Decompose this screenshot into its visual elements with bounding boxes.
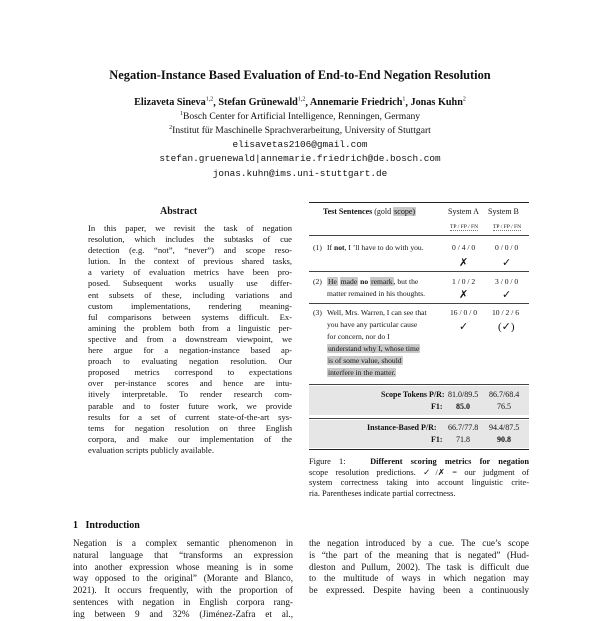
table-top-rule (309, 202, 529, 203)
example-3-line: for concern, nor do I (327, 332, 390, 341)
cue-not: not (333, 243, 345, 252)
scope-tokens-a-f1: 85.0 (456, 402, 470, 411)
instance-based-a-pr: 66.7/77.8 (448, 423, 479, 432)
instance-based-f1-label: F1: (431, 435, 443, 444)
intro-line: into another expression whose meaning is in some (73, 561, 293, 572)
abstract-line: In this paper, we revisit the task of negation (88, 223, 292, 233)
example-3-line: interfere in the matter. (328, 368, 396, 377)
abstract-line: proach to evaluating negation resolution. Our (88, 356, 292, 367)
example-3-line: you have any particular cause (327, 320, 418, 329)
body-line: be expressed. Despite having been a continuously (309, 585, 529, 596)
abstract-line: ful comparisons between systems difficult. Ex- (88, 311, 292, 322)
example-3-line: is of some value, should (328, 356, 402, 365)
caption-line: system correctness taking into account linguistic crite- (309, 478, 529, 488)
example-3-line: Well, Mrs. Warren, I can see that (327, 308, 427, 317)
table-rule (309, 303, 529, 304)
table-rule (309, 418, 529, 419)
table-rule (309, 235, 529, 236)
abstract-line: detection (e.g. “not”, “never”) and scope reso- (88, 245, 292, 256)
table-rule (309, 384, 529, 385)
abstract-line: posed. Subsequent works usually use differ- (88, 278, 292, 289)
affiliation-1: $^1$Bosch Center for Artificial Intelligence, Renningen, Germany (179, 111, 421, 123)
email-2[interactable]: stefan.gruenewald|annemarie.friedrich@de.bosch.com (159, 153, 441, 164)
scope-tokens-a-pr: 81.0/89.5 (448, 390, 479, 399)
header-system-b: System B (488, 207, 519, 216)
author-4: Jonas Kuhn$^2$ (410, 97, 466, 109)
body-line: dleston and Pullum, 2002). The task is difficult due (309, 561, 529, 572)
section-heading-introduction: 1 Introduction (73, 520, 140, 531)
example-3-line: understand why I, whose time (328, 344, 420, 353)
cross-mark-icon: ✗ (459, 257, 469, 269)
example-1-score-b: 0 / 0 / 0 (495, 243, 519, 252)
abstract-line: resolution, which includes the subtasks of cue (88, 234, 292, 245)
affiliation-2: $^2$Institut für Maschinelle Sprachverarbeitung, University of Stuttgart (169, 125, 431, 137)
instance-based-label: Instance-Based P/R: (367, 423, 437, 432)
abstract-line: lution. In the context of previous shared tasks, (88, 256, 292, 267)
email-3[interactable]: jonas.kuhn@ims.uni-stuttgart.de (212, 168, 388, 179)
metric-header-a: TP / FP / FN (450, 224, 479, 230)
example-2-number: (2) (313, 277, 322, 286)
check-mark-icon: ✓ (459, 321, 469, 333)
scope-tokens-b-f1: 76.5 (497, 402, 511, 411)
cue-no: no (360, 277, 369, 286)
check-mark-icon: ✓ (502, 289, 512, 301)
abstract-line: tems for negation resolution on three English (88, 422, 292, 433)
author-1: Elizaveta Sineva$^{1,2}$ (134, 97, 214, 109)
example-3-score-a: 16 / 0 / 0 (450, 308, 478, 317)
instance-based-b-pr: 94.4/87.5 (489, 423, 520, 432)
caption-line: Figure 1: Different scoring metrics for negation (309, 457, 529, 466)
caption-line: ria. Parentheses indicate partial correctness. (309, 488, 456, 498)
abstract-line: corpora, and make our implementation of the (88, 433, 292, 444)
abstract-line: spective and from a downstream viewpoint, we (88, 333, 292, 344)
figure-1-table (309, 200, 529, 450)
abstract-line: itively interpretable. To render research com- (88, 389, 292, 400)
abstract-heading: Abstract (160, 206, 198, 217)
partial-check-mark-icon: (✓) (498, 321, 515, 333)
example-3-number: (3) (313, 308, 322, 317)
intro-line: sentences with negation in English corpora rang- (73, 596, 293, 607)
example-1-score-a: 0 / 4 / 0 (452, 243, 476, 252)
check-mark-icon: ✓ (502, 257, 512, 269)
figure-1-caption (309, 457, 529, 499)
intro-line: way opposed to the original” (Morante and Blanco, (73, 573, 293, 584)
author-list: Elizaveta Sineva$^{1,2}$, Stefan Grünewald$^{1,2}$, Annemarie Friedrich$^1$, Jonas Kuhn$^2$ (134, 97, 466, 109)
header-system-a: System A (448, 207, 479, 216)
abstract-body (88, 223, 292, 456)
scope-tokens-b-pr: 86.7/68.4 (489, 390, 520, 399)
abstract-line: here argue for a negation-instance based ap- (88, 345, 292, 356)
example-2-text-line-2: matter remained in his thoughts. (327, 289, 426, 298)
right-column-body (309, 538, 529, 597)
author-2: Stefan Grünewald$^{1,2}$ (218, 97, 306, 109)
table-rule (309, 271, 529, 272)
cross-mark-icon: ✗ (459, 289, 469, 301)
example-2-text-line-1: He made no remark, but the (328, 277, 419, 286)
example-2-score-a: 1 / 0 / 2 (452, 277, 476, 286)
header-test-sentences: Test Sentences (gold scope) (323, 207, 416, 216)
intro-line: 2021). It occurs frequently, with the proportion of (73, 585, 293, 596)
caption-line: scope resolution predictions. ✓/✗ = our judgment of (309, 467, 529, 477)
abstract-line: evaluation scripts publicly available. (88, 444, 215, 455)
abstract-line: a variety of evaluation metrics have been pro- (88, 267, 292, 278)
example-2-score-b: 3 / 0 / 0 (495, 277, 519, 286)
scope-tokens-f1-label: F1: (431, 402, 443, 411)
abstract-line: custom implementations, rendering meaning- (88, 300, 292, 311)
intro-line: Negation is a complex semantic phenomenon in (73, 538, 293, 548)
email-1[interactable]: elisavetas2106@gmail.com (232, 139, 368, 150)
author-3: Annemarie Friedrich$^1$ (309, 97, 406, 109)
metric-header-b: TP / FP / FN (493, 224, 522, 230)
abstract-line: parable and to foster future work, we provide (88, 400, 292, 411)
abstract-line: results for a set of current state-of-the-art sys- (88, 411, 292, 422)
abstract-line: ent subsets of these, including variations and (88, 289, 292, 300)
instance-based-a-f1: 71.8 (456, 435, 470, 444)
intro-line: natural language that “transforms an expression (73, 549, 293, 560)
paper-title: Negation-Instance Based Evaluation of End-to-End Negation Resolution (109, 68, 491, 82)
example-1-number: (1) (313, 243, 322, 252)
example-3-score-b: 10 / 2 / 6 (492, 308, 520, 317)
abstract-line: over per-instance scores and hence are intu- (88, 378, 292, 389)
intro-line: ing between 9 and 32% (Jiménez-Zafra et al., (73, 608, 293, 619)
body-line: to the multitude of ways in which negation may (309, 573, 529, 584)
abstract-line: amining the problem both from a linguistic per- (88, 322, 292, 333)
abstract-line: proposed metrics correspond to expectations (88, 367, 292, 378)
scope-tokens-label: Scope Tokens P/R: (381, 390, 445, 399)
body-line: the negation introduced by a cue. The cue’s scope (309, 538, 529, 548)
body-line: is “the part of the meaning that is negated” (Hud- (309, 549, 529, 560)
introduction-body (73, 538, 293, 621)
instance-based-b-f1: 90.8 (497, 435, 511, 444)
table-bottom-rule (309, 449, 529, 450)
example-1-text: If not, I ’ll have to do with you. (327, 243, 424, 252)
